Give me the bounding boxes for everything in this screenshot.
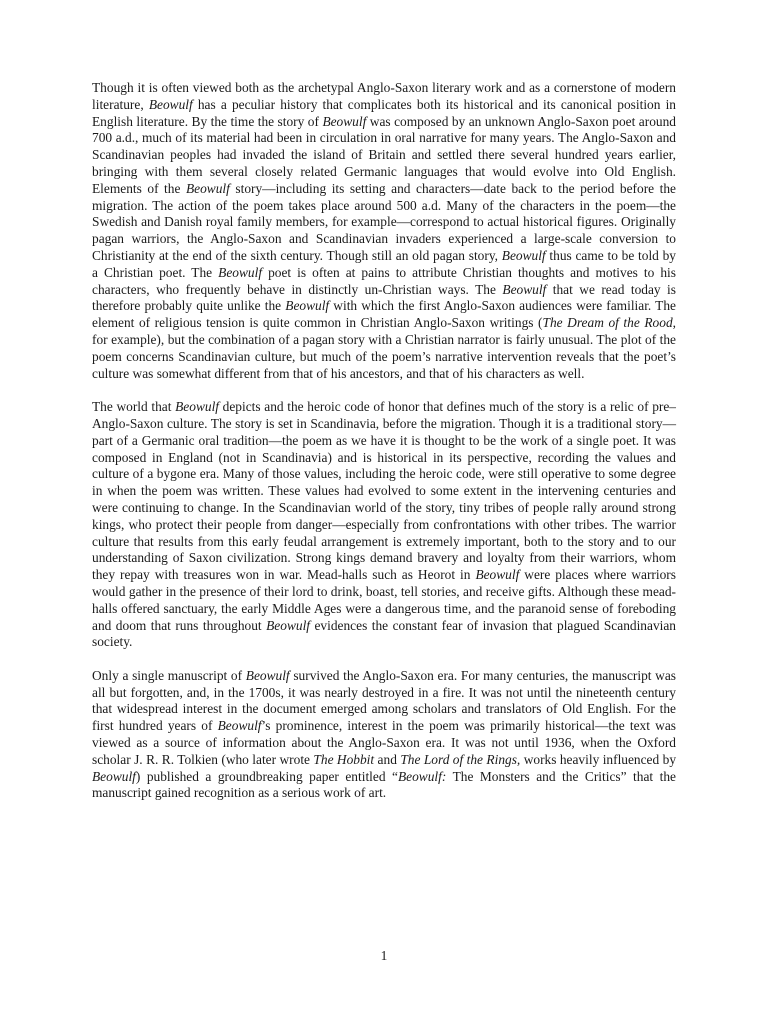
italic-title: The Lord of the Rings, <box>400 751 521 767</box>
text-run: that we read today is therefore probably quite unlike the <box>92 281 676 314</box>
paragraph <box>92 80 676 382</box>
text-run: survived the Anglo-Saxon era. For many centuries, the manuscript was all but forgotten, and, in the 1700s, it was nearly destroyed in a fire. It was not until the nineteenth century that widespread interest in the document emerged among scholars and translators of Old English. For the first hundred years of <box>92 667 676 734</box>
document-body <box>92 80 676 819</box>
italic-title: Beowulf <box>92 768 136 784</box>
page-number: 1 <box>380 948 388 963</box>
text-run: and <box>374 751 401 767</box>
text-run: ) published a groundbreaking paper entitled “ <box>135 768 398 784</box>
text-run: Though it is often viewed both as the archetypal Anglo-Saxon literary work and as a cornerstone of modern literature, <box>92 80 676 112</box>
italic-title: Beowulf <box>185 180 230 196</box>
text-run: depicts and the heroic code of honor that defines much of the story is a relic of pre–Anglo-Saxon culture. The story is set in Scandinavia, before the migration. Though it is a traditional story—part of a Germanic oral tradition—the poem as we have it is thought to be the work of a single poet. It was composed in England (not in Scandinavia) and is historical in its perspective, recording the values and culture of a bygone era. Many of those values, including the heroic code, were still operative to some degree in when the poem was written. These values had evolved to some extent in the intervening centuries and were continuing to change. In the Scandinavian world of the story, tiny tribes of people rally around strong kings, who protect their people from danger—especially from confrontations with other tribes. The warrior culture that results from this early feudal arrangement is extremely important, both to the story and to our understanding of Saxon civilization. Strong kings demand bravery and loyalty from their warriors, whom they repay with treasures won in war. Mead-halls such as Heorot in <box>92 399 676 583</box>
text-run: ’s prominence, interest in the poem was primarily historical—the text was viewed as a source of information about the Anglo-Saxon era. It was not until 1936, when the Oxford scholar J. R. R. Tolkien (who later wrote <box>92 718 676 767</box>
italic-title: Beowulf <box>266 617 311 633</box>
paragraph <box>92 399 676 651</box>
text-run: has a peculiar history that complicates both its historical and its canonical position in English literature. By the time the story of <box>92 96 676 129</box>
italic-title: Beowulf <box>501 247 546 263</box>
text-run: with which the first Anglo-Saxon audiences were familiar. The element of religious tension is quite common in Christian Anglo-Saxon writings ( <box>92 298 676 331</box>
text-run: story—including its setting and characters—date back to the period before the migration. The action of the poem takes place around 500 a.d. Many of the characters in the poem—the Swedish and Danish royal family members, for example—correspond to actual historical figures. Originally pagan warriors, the Anglo-Saxon and Scandinavian invaders experienced a large-scale conversion to Christianity at the end of the sixth century. Though still an old pagan story, <box>92 180 676 263</box>
text-run: , for example), but the combination of a pagan story with a Christian narrator is fairly unusual. The plot of the poem concerns Scandinavian culture, but much of the poem’s narrative intervention reveals that the poet’s culture was somewhat different from that of his ancestors, and that of his characters as well. <box>92 315 676 381</box>
italic-title: The Dream of the Rood <box>542 315 673 331</box>
italic-title: Beowulf <box>475 567 520 583</box>
text-run: The world that <box>92 399 176 415</box>
italic-title: Beowulf <box>217 718 262 734</box>
italic-title: Beowulf <box>245 667 290 683</box>
italic-title: Beowulf <box>502 281 547 297</box>
italic-title: Beowulf <box>322 113 367 129</box>
italic-title: The Hobbit <box>313 751 375 767</box>
text-run: thus came to be told by a Christian poet. The <box>92 247 676 280</box>
text-run: evidences the constant fear of invasion that plagued Scandinavian society. <box>92 617 676 650</box>
text-run: The Monsters and the Critics” that the manuscript gained recognition as a serious work of art. <box>92 768 676 801</box>
italic-title: Beowulf <box>218 264 263 280</box>
italic-title: Beowulf <box>175 399 220 415</box>
italic-title: Beowulf: <box>397 768 447 784</box>
text-run: works heavily influenced by <box>520 751 677 767</box>
text-run: were places where warriors would gather in the presence of their lord to drink, boast, tell stories, and receive gifts. Although these mead-halls offered sanctuary, the early Middle Ages were a dangerous time, and the paranoid sense of foreboding and doom that runs throughout <box>92 567 676 633</box>
italic-title: Beowulf <box>285 298 330 314</box>
italic-title: Beowulf <box>148 96 193 112</box>
text-run: was composed by an unknown Anglo-Saxon poet around 700 a.d., much of its material had been in circulation in oral narrative for many years. The Anglo-Saxon and Scandinavian peoples had invaded the island of Britain and settled there several hundred years earlier, bringing with them several closely related Germanic languages that would evolve into Old English. Elements of the <box>92 113 676 196</box>
paragraph <box>92 668 676 802</box>
text-run: Only a single manuscript of <box>92 667 246 683</box>
text-run: poet is often at pains to attribute Christian thoughts and motives to his characters, who frequently behave in distinctly un-Christian ways. The <box>92 264 676 297</box>
